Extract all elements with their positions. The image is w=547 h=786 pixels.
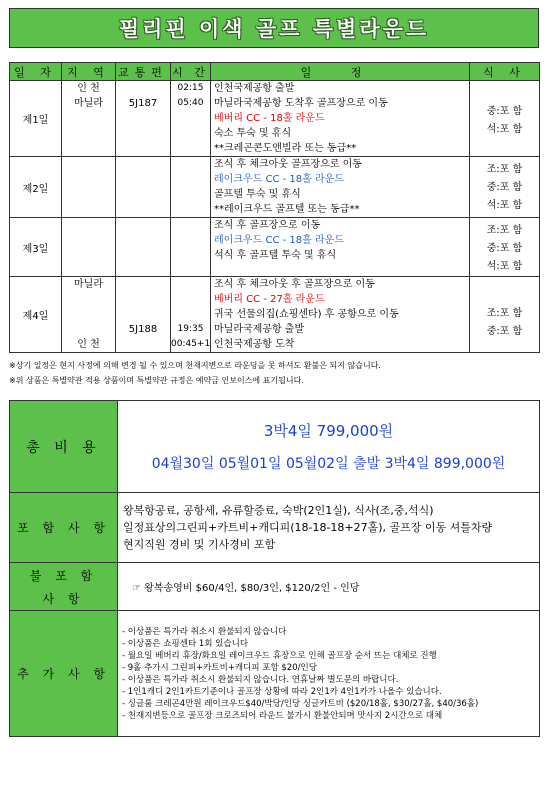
price-main: 3박4일 799,000원 — [263, 422, 394, 440]
meal-line: 조:포 함 — [486, 164, 523, 175]
transport — [116, 277, 171, 353]
region-line: 인 천 — [77, 339, 100, 350]
include-row — [10, 493, 540, 563]
itinerary-line: 인천국제공항 출발 — [214, 83, 295, 94]
price-label: 총 비 용 — [10, 401, 118, 493]
time-line: 19:35 — [177, 324, 204, 334]
schedule-row — [10, 277, 540, 353]
price-special: 04월30일 05월01일 05월02일 출발 3박4일 899,000원 — [151, 456, 506, 472]
extra-cell — [118, 611, 540, 737]
extra-line: - 9홀 추가시 그린피+카트비+캐디피 포함 $20/인당 — [122, 662, 317, 673]
transport — [116, 218, 171, 277]
meal — [470, 218, 540, 277]
meal-line: 조:포 함 — [486, 225, 523, 236]
header-region: 지 역 — [62, 63, 116, 81]
region-line — [62, 307, 115, 322]
time — [171, 277, 211, 353]
meal-line: 조:포 함 — [486, 308, 523, 319]
itinerary-line: 숙소 투숙 및 휴식 — [214, 128, 292, 139]
exclude-label-2: 사 항 — [42, 591, 85, 606]
transport-lines — [116, 81, 170, 111]
transport-code — [116, 172, 170, 187]
meal — [470, 277, 540, 353]
itinerary-line: **레이크우드 골프텔 또는 동급** — [214, 204, 360, 215]
itinerary-lines — [214, 157, 469, 217]
itinerary-lines — [214, 218, 469, 263]
schedule-row — [10, 81, 540, 157]
region — [62, 277, 116, 353]
meal-lines — [470, 81, 539, 139]
exclude-row — [10, 563, 540, 611]
spacer — [116, 277, 170, 292]
meal-line: 석:포 함 — [486, 124, 523, 135]
spacer — [116, 292, 170, 307]
meal — [470, 157, 540, 218]
day-label: 제2일 — [10, 157, 62, 218]
itinerary-line: 베버리 CC - 27홀 라운드 — [214, 294, 325, 305]
spacer — [116, 157, 170, 172]
region-line: 인 천 — [77, 83, 100, 94]
extra-line: - 천재지변등으로 골프장 크로즈되어 라운드 불가시 환불안되며 맛사지 2시간으로 대체 — [122, 710, 443, 721]
spacer — [116, 307, 170, 322]
extra-line: - 1인1캐디 2인1카트기준이나 골프장 상황에 따라 2인1카 4인1카가 나올수 있습니다. — [122, 686, 442, 697]
day-label: 제1일 — [10, 81, 62, 157]
include-label: 포 함 사 항 — [10, 493, 118, 563]
extra-line: - 이상품은 쇼핑센타 1회 있습니다 — [122, 638, 249, 649]
region — [62, 218, 116, 277]
transport-lines — [116, 218, 170, 248]
day-label: 제4일 — [10, 277, 62, 353]
itinerary-lines — [214, 81, 469, 156]
meal-line: 석:포 함 — [486, 200, 523, 211]
exclude-label-1: 불 포 함 — [29, 568, 98, 583]
include-line: 현지직원 경비 및 기사경비 포함 — [123, 538, 276, 551]
header-date: 일 자 — [10, 63, 62, 81]
time-line: 02:15 — [177, 83, 204, 93]
extra-line: - 싱글룸 크레곤4만원 레이크우드$40/박당/인당 싱글카트비 ($20/18홀, $30/27홀, $40/36홀) — [122, 698, 479, 709]
notes — [9, 358, 539, 388]
day-label: 제3일 — [10, 218, 62, 277]
schedule-table — [9, 62, 540, 353]
region-line: 마닐라 — [74, 98, 103, 109]
meal-line: 중:포 함 — [486, 182, 523, 193]
meal-lines — [470, 157, 539, 215]
itinerary — [211, 81, 470, 157]
info-table — [9, 400, 540, 737]
exclude-label — [10, 563, 118, 611]
transport — [116, 157, 171, 218]
itinerary-line: 레이크우드 CC - 18홀 라운드 — [214, 174, 344, 185]
schedule-row — [10, 218, 540, 277]
note-2: ※위 상품은 특별약관 적용 상품이며 특별약관 규정은 예약금 인보이스에 표기됩니다. — [9, 376, 304, 385]
time — [171, 157, 211, 218]
itinerary-line: 골프텔 투숙 및 휴식 — [214, 189, 301, 200]
spacer — [116, 81, 170, 96]
time-lines — [171, 81, 210, 111]
itinerary — [211, 157, 470, 218]
page-title: 필리핀 이색 골프 특별라운드 — [9, 8, 539, 48]
extra-line: - 이상품은 특가라 취소시 환불되지 않습니다. 연휴날짜 별도문의 바랍니다. — [122, 674, 399, 685]
spacer — [171, 307, 210, 322]
spacer — [171, 292, 210, 307]
meal-lines — [470, 218, 539, 276]
time — [171, 81, 211, 157]
itinerary-line: 마닐라국제공항 출발 — [214, 324, 305, 335]
exclude-cell — [118, 563, 540, 611]
header-meal: 식 사 — [470, 63, 540, 81]
region — [62, 157, 116, 218]
time — [171, 218, 211, 277]
extra-row — [10, 611, 540, 737]
schedule-header-row — [10, 63, 540, 81]
time-lines — [171, 277, 210, 352]
meal-line: 중:포 함 — [486, 326, 523, 337]
transport — [116, 81, 171, 157]
itinerary-line: 조식 후 골프장으로 이동 — [214, 220, 321, 231]
itinerary-line: 조식 후 체크아웃 후 골프장으로 이동 — [214, 279, 375, 290]
meal-line: 중:포 함 — [486, 106, 523, 117]
itinerary-line: 베버리 CC - 18홀 라운드 — [214, 113, 325, 124]
transport-code: 5J188 — [128, 324, 158, 335]
extra-label: 추 가 사 항 — [10, 611, 118, 737]
spacer — [116, 218, 170, 233]
region — [62, 81, 116, 157]
itinerary-line: 마닐라국제공항 도착후 골프장으로 이동 — [214, 98, 388, 109]
extra-line: - 이상품은 특가라 취소시 환불되지 않습니다 — [122, 626, 287, 637]
region-line — [62, 292, 115, 307]
header-time: 시 간 — [171, 63, 211, 81]
itinerary-line: 인천국제공항 도착 — [214, 339, 295, 350]
transport-code — [116, 233, 170, 248]
region-lines — [62, 277, 115, 352]
extra-line: - 월요일 베버리 휴장/화요일 레이크우드 휴장으로 인해 골프장 순서 뜨는 대체로 진행 — [122, 650, 437, 661]
price-row — [10, 401, 540, 493]
itinerary-line: **크레곤콘도앤빌라 또는 동급** — [214, 143, 357, 154]
schedule-row — [10, 157, 540, 218]
meal-line: 석:포 함 — [486, 261, 523, 272]
region-lines — [62, 81, 115, 111]
region-line: 마닐라 — [74, 279, 103, 290]
time-line: 05:40 — [177, 98, 204, 108]
meal-line: 중:포 함 — [486, 243, 523, 254]
document — [9, 8, 539, 737]
include-line: 일정표상의그린피+카트비+캐디피(18-18-18+27홀), 골프장 이동 셔틀차량 — [123, 521, 493, 534]
region-line — [62, 322, 115, 337]
meal — [470, 81, 540, 157]
time-line: 00:45+1 — [171, 339, 210, 349]
itinerary-lines — [214, 277, 469, 352]
transport-lines — [116, 157, 170, 187]
itinerary-line: 레이크우드 CC - 18홀 라운드 — [214, 235, 344, 246]
header-transport: 교통편 — [116, 63, 171, 81]
header-itinerary: 일 정 — [211, 63, 470, 81]
transport-code: 5J187 — [128, 98, 158, 109]
price-cell — [118, 401, 540, 493]
itinerary-line: 석식 후 골프텔 투숙 및 휴식 — [214, 250, 337, 261]
itinerary-line: 귀국 선물의집(쇼핑센타) 후 공항으로 이동 — [214, 309, 399, 320]
itinerary — [211, 218, 470, 277]
spacer — [171, 277, 210, 292]
include-line: 왕복항공료, 공항세, 유류할증료, 숙박(2인1실), 식사(조,중,석식) — [123, 504, 434, 517]
exclude-text: ☞ 왕복송영비 $60/4인, $80/3인, $120/2인 - 인당 — [132, 583, 360, 594]
transport-lines — [116, 277, 170, 337]
meal-lines — [470, 277, 539, 341]
note-1: ※상기 일정은 현지 사정에 의해 변경 될 수 있으며 천재지변으로 라운딩을 못 하셔도 환불은 되지 않습니다. — [9, 361, 381, 370]
itinerary-line: 조식 후 체크아웃 골프장으로 이동 — [214, 159, 362, 170]
itinerary — [211, 277, 470, 353]
include-cell — [118, 493, 540, 563]
